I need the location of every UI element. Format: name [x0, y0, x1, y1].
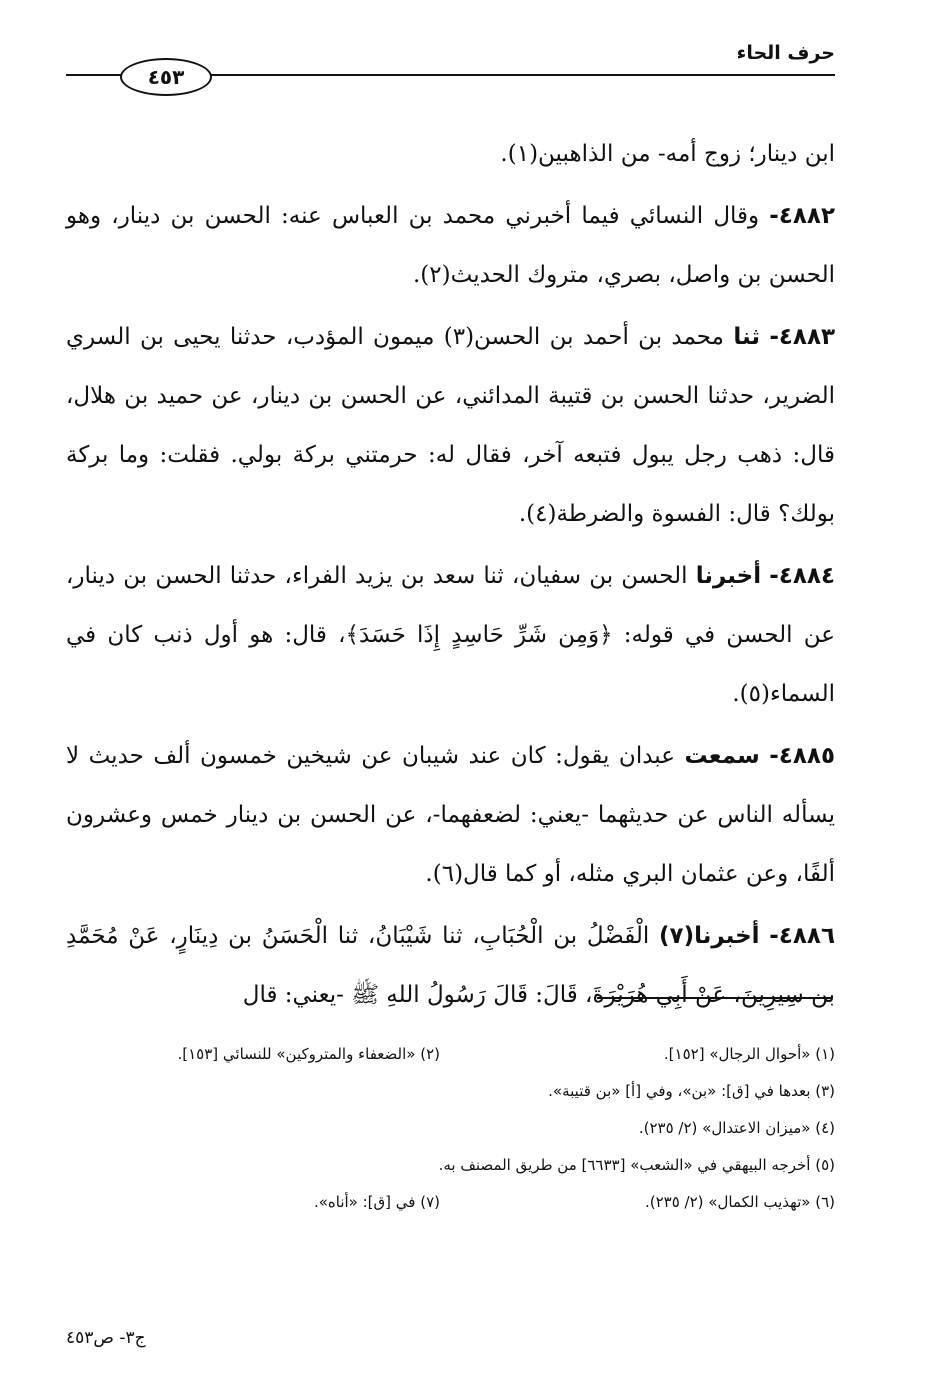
footnote: (٤) «ميزان الاعتدال» (٢/ ٢٣٥).: [638, 1119, 835, 1137]
paragraph: [66, 125, 835, 184]
footnote: (٣) بعدها في [ق]: «بن»، وفي [أ] «بن قتيبة».: [548, 1082, 835, 1100]
narration-keyword: سمعت: [684, 743, 760, 769]
paragraph: [66, 308, 835, 544]
footnotes: [66, 1036, 835, 1221]
main-text: [66, 125, 835, 1028]
footnote-row: [66, 1073, 835, 1110]
narration-keyword: أخبرنا(٧): [659, 923, 760, 949]
paragraph: [66, 547, 835, 724]
footnote-row: [66, 1184, 835, 1221]
narration-keyword: ثنا: [733, 324, 760, 350]
footnote-row: [66, 1147, 835, 1184]
footnote-separator: [597, 997, 832, 999]
paragraph-text: ابن دينار؛ زوج أمه- من الذاهبين(١).: [500, 141, 835, 167]
paragraph-text: وقال النسائي فيما أخبرني محمد بن العباس عنه: الحسن بن دينار، وهو الحسن بن واصل، بصري، متروك الحديث(٢).: [66, 203, 835, 288]
page-number-badge: ٤٥٣: [120, 58, 212, 96]
volume-page-reference: ج٣- ص٤٥٣: [66, 1328, 146, 1348]
footnote: (٧) في [ق]: «أناه».: [313, 1193, 440, 1211]
footnote-row: [66, 1110, 835, 1147]
narration-keyword: أخبرنا: [695, 563, 762, 589]
footnote: (١) «أحوال الرجال» [١٥٢].: [663, 1045, 835, 1063]
entry-number: ٤٨٨٦-: [769, 923, 835, 949]
footnote: (٢) «الضعفاء والمتروكين» للنسائي [١٥٣].: [177, 1045, 440, 1063]
paragraph: [66, 907, 835, 1025]
paragraph-text: محمد بن أحمد بن الحسن(٣) ميمون المؤدب، حدثنا يحيى بن السري الضرير، حدثنا الحسن بن قتيبة المدائني، عن الحسن بن دينار، عن حميد بن هلال، قال: ذهب رجل يبول فتبعه آخر، فقال له: حرمتني بركة بولي. فقلت: وما بركة بولك؟ قال: الفسوة والضرطة(٤).: [66, 324, 835, 527]
entry-number: ٤٨٨٤-: [769, 563, 835, 589]
page-header: [66, 38, 835, 88]
entry-number: ٤٨٨٢-: [769, 203, 835, 229]
entry-number: ٤٨٨٣-: [769, 324, 836, 350]
chapter-title: حرف الحاء: [736, 42, 835, 64]
paragraph: [66, 727, 835, 904]
paragraph-text: الْفَضْلُ بن الْحُبَابِ، ثنا شَيْبَانُ، ثنا الْحَسَنُ بن دِينَارٍ، عَنْ مُحَمَّدِ بن سِيرِينَ، عَنْ أَبِي هُرَيْرَةَ، قَالَ: قَالَ رَسُولُ اللهِ ﷺ -يعني: قال: [66, 923, 835, 1008]
entry-number: ٤٨٨٥-: [769, 743, 835, 769]
footnote-row: [66, 1036, 835, 1073]
paragraph-text: عبدان يقول: كان عند شيبان عن شيخين خمسون ألف حديث لا يسأله الناس عن حديثهما -يعني: لضعفهما-، عن الحسن بن دينار خمس وعشرون ألفًا، وعن عثمان البري مثله، أو كما قال(٦).: [66, 743, 835, 887]
footnote: (٥) أخرجه البيهقي في «الشعب» [٦٦٣٣] من طريق المصنف به.: [438, 1156, 835, 1174]
footnote: (٦) «تهذيب الكمال» (٢/ ٢٣٥).: [644, 1193, 835, 1211]
paragraph: [66, 187, 835, 305]
paragraph-text: الحسن بن سفيان، ثنا سعد بن يزيد الفراء، حدثنا الحسن بن دينار، عن الحسن في قوله: ﴿وَمِن شَرِّ حَاسِدٍ إِذَا حَسَدَ﴾، قال: هو أول ذنب كان في السماء(٥).: [66, 563, 835, 707]
